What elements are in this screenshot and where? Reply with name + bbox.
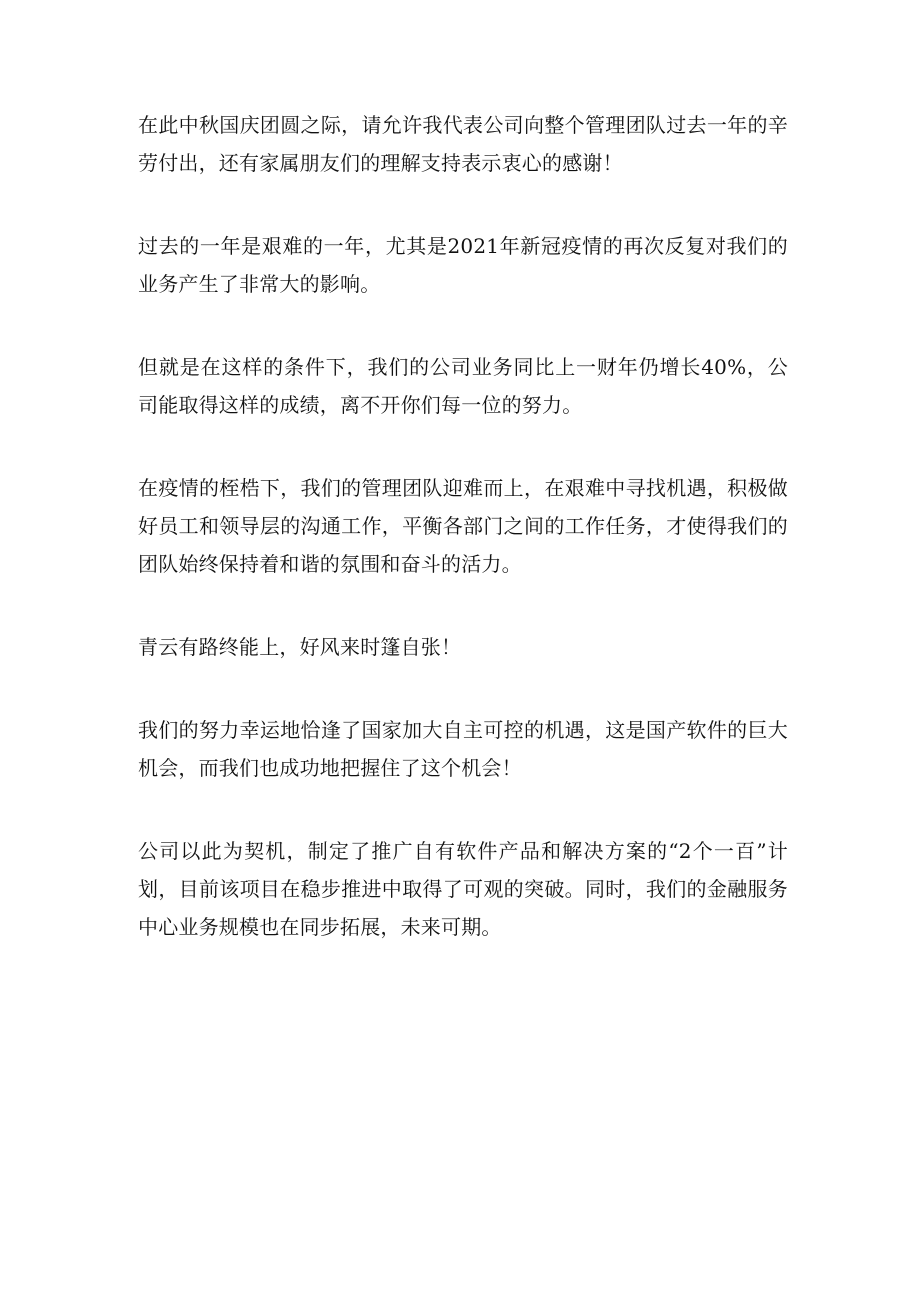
paragraph-3: 但就是在这样的条件下，我们的公司业务同比上一财年仍增长40%，公司能取得这样的成绩，离不开你们每一位的努力。: [138, 355, 788, 417]
paragraph-5: 青云有路终能上，好风来时篷自张！: [138, 635, 462, 659]
paragraph-2: 过去的一年是艰难的一年，尤其是2021年新冠疫情的再次反复对我们的业务产生了非常大的影响。: [138, 234, 788, 296]
paragraph-1: 在此中秋国庆团圆之际，请允许我代表公司向整个管理团队过去一年的辛劳付出，还有家属朋友们的理解支持表示衷心的感谢！: [138, 113, 788, 175]
paragraph-4: 在疫情的桎梏下，我们的管理团队迎难而上，在艰难中寻找机遇，积极做好员工和领导层的沟通工作，平衡各部门之间的工作任务，才使得我们的团队始终保持着和谐的氛围和奋斗的活力。: [138, 476, 788, 576]
paragraph-7: 公司以此为契机，制定了推广自有软件产品和解决方案的“2个一百”计划，目前该项目在稳步推进中取得了可观的突破。同时，我们的金融服务中心业务规模也在同步拓展，未来可期。: [138, 839, 788, 939]
paragraph-6: 我们的努力幸运地恰逢了国家加大自主可控的机遇，这是国产软件的巨大机会，而我们也成功地把握住了这个机会！: [138, 718, 788, 780]
document-body: [138, 106, 788, 946]
